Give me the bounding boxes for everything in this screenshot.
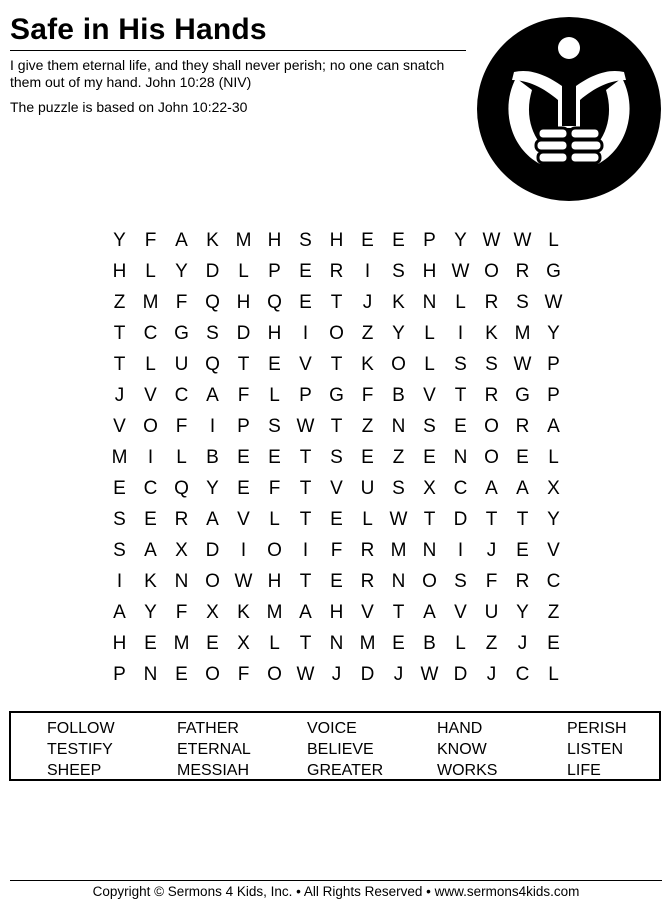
grid-letter[interactable]: F [330, 540, 343, 561]
grid-letter[interactable]: Y [454, 230, 467, 251]
grid-letter[interactable]: P [299, 385, 312, 406]
grid-letter[interactable]: L [548, 664, 559, 685]
grid-letter[interactable]: D [236, 323, 251, 344]
grid-letter[interactable]: W [451, 261, 470, 282]
grid-letter[interactable]: T [299, 478, 312, 499]
grid-letter[interactable]: L [455, 292, 466, 313]
grid-letter[interactable]: L [145, 261, 156, 282]
grid-letter[interactable]: F [175, 416, 188, 437]
grid-letter[interactable]: Y [144, 602, 157, 623]
grid-letter[interactable]: E [175, 664, 188, 685]
grid-letter[interactable]: Z [361, 416, 374, 437]
grid-letter[interactable]: S [485, 354, 498, 375]
grid-letter[interactable]: T [330, 354, 343, 375]
grid-letter[interactable]: X [237, 633, 250, 654]
grid-letter[interactable]: E [206, 633, 219, 654]
grid-letter[interactable]: L [548, 230, 559, 251]
grid-letter[interactable]: A [423, 602, 436, 623]
word-bank [9, 711, 661, 781]
grid-letter[interactable]: O [391, 354, 406, 375]
grid-letter[interactable]: O [484, 261, 499, 282]
word-list-item: LIFE [567, 762, 601, 779]
grid-letter[interactable]: Y [392, 323, 405, 344]
word-list-item: SHEEP [47, 762, 102, 779]
grid-letter[interactable]: M [111, 447, 128, 468]
grid-letter[interactable]: Q [205, 292, 220, 313]
word-list-item: WORKS [437, 762, 498, 779]
grid-letter[interactable]: I [209, 416, 216, 437]
grid-letter[interactable]: N [143, 664, 158, 685]
grid-letter[interactable]: T [113, 323, 126, 344]
grid-letter[interactable]: S [454, 571, 467, 592]
grid-letter[interactable]: S [268, 416, 281, 437]
grid-letter[interactable]: F [237, 385, 250, 406]
grid-letter[interactable]: H [329, 230, 344, 251]
grid-letter[interactable]: P [423, 230, 436, 251]
grid-letter[interactable]: I [116, 571, 123, 592]
grid-letter[interactable]: O [205, 571, 220, 592]
grid-letter[interactable]: V [454, 602, 467, 623]
grid-letter[interactable]: M [142, 292, 159, 313]
grid-letter[interactable]: Z [113, 292, 126, 313]
grid-letter[interactable]: Z [485, 633, 498, 654]
grid-letter[interactable]: V [237, 509, 250, 530]
grid-letter[interactable]: A [516, 478, 529, 499]
grid-letter[interactable]: S [454, 354, 467, 375]
grid-letter[interactable]: T [330, 416, 343, 437]
grid-letter[interactable]: Q [267, 292, 282, 313]
grid-letter[interactable]: A [485, 478, 498, 499]
grid-letter[interactable]: E [361, 230, 374, 251]
grid-letter[interactable]: P [113, 664, 126, 685]
grid-letter[interactable]: P [268, 261, 281, 282]
grid-letter[interactable]: S [392, 478, 405, 499]
grid-letter[interactable]: E [237, 447, 250, 468]
grid-letter[interactable]: R [174, 509, 189, 530]
grid-letter[interactable]: W [513, 354, 532, 375]
grid-letter[interactable]: G [174, 323, 189, 344]
grid-letter[interactable]: E [144, 633, 157, 654]
grid-letter[interactable]: Z [361, 323, 374, 344]
grid-letter[interactable]: G [515, 385, 530, 406]
grid-letter[interactable]: L [145, 354, 156, 375]
grid-letter[interactable]: R [360, 540, 375, 561]
grid-letter[interactable]: H [329, 602, 344, 623]
grid-letter[interactable]: C [453, 478, 468, 499]
grid-letter[interactable]: S [299, 230, 312, 251]
word-list-item: TESTIFY [47, 741, 113, 758]
grid-letter[interactable]: F [268, 478, 281, 499]
grid-letter[interactable]: X [206, 602, 219, 623]
grid-letter[interactable]: J [114, 385, 125, 406]
grid-letter[interactable]: U [484, 602, 499, 623]
grid-letter[interactable]: L [548, 447, 559, 468]
grid-letter[interactable]: A [144, 540, 157, 561]
grid-letter[interactable]: M [235, 230, 252, 251]
grid-letter[interactable]: H [112, 261, 127, 282]
grid-letter[interactable]: J [331, 664, 342, 685]
grid-letter[interactable]: W [296, 416, 315, 437]
grid-letter[interactable]: R [515, 261, 530, 282]
grid-letter[interactable]: A [175, 230, 188, 251]
based-on-note: The puzzle is based on John 10:22-30 [10, 99, 248, 115]
grid-letter[interactable]: L [455, 633, 466, 654]
grid-letter[interactable]: K [237, 602, 250, 623]
scripture-verse: I give them eternal life, and they shall never perish; no one can snatch them out of my hand. John 10:28 (NIV) [10, 57, 445, 90]
grid-letter[interactable]: C [143, 478, 158, 499]
grid-letter[interactable]: A [547, 416, 560, 437]
grid-letter[interactable]: E [144, 509, 157, 530]
grid-letter[interactable]: D [453, 509, 468, 530]
grid-letter[interactable]: N [391, 571, 406, 592]
grid-letter[interactable]: P [237, 416, 250, 437]
grid-letter[interactable]: C [143, 323, 158, 344]
grid-letter[interactable]: E [299, 292, 312, 313]
grid-letter[interactable]: E [361, 447, 374, 468]
grid-letter[interactable]: H [236, 292, 251, 313]
grid-letter[interactable]: U [174, 354, 189, 375]
grid-letter[interactable]: Y [547, 509, 560, 530]
grid-letter[interactable]: I [457, 323, 464, 344]
word-list-item: HAND [437, 720, 483, 737]
grid-letter[interactable]: Y [547, 323, 560, 344]
word-list-item: MESSIAH [177, 762, 250, 779]
grid-letter[interactable]: R [484, 385, 499, 406]
grid-letter[interactable]: K [361, 354, 374, 375]
grid-letter[interactable]: L [269, 633, 280, 654]
grid-letter[interactable]: W [234, 571, 253, 592]
word-list [47, 718, 647, 781]
grid-letter[interactable]: Y [175, 261, 188, 282]
grid-letter[interactable]: S [113, 509, 126, 530]
grid-letter[interactable]: L [176, 447, 187, 468]
grid-letter[interactable]: W [420, 664, 439, 685]
grid-letter[interactable]: O [329, 323, 344, 344]
grid-letter[interactable]: O [484, 447, 499, 468]
grid-letter[interactable]: E [113, 478, 126, 499]
grid-letter[interactable]: T [113, 354, 126, 375]
grid-letter[interactable]: S [330, 447, 343, 468]
grid-letter[interactable]: H [267, 230, 282, 251]
grid-letter[interactable]: K [144, 571, 157, 592]
grid-letter[interactable]: S [392, 261, 405, 282]
grid-letter[interactable]: P [547, 354, 560, 375]
grid-letter[interactable]: B [392, 385, 405, 406]
grid-letter[interactable]: H [267, 323, 282, 344]
grid-letter[interactable]: O [205, 664, 220, 685]
word-list-item: FOLLOW [47, 720, 115, 737]
grid-letter[interactable]: L [238, 261, 249, 282]
grid-letter[interactable]: E [392, 230, 405, 251]
grid-letter[interactable]: T [299, 447, 312, 468]
grid-letter[interactable]: W [389, 509, 408, 530]
grid-letter[interactable]: F [175, 292, 188, 313]
grid-letter[interactable]: M [266, 602, 283, 623]
grid-letter[interactable]: H [267, 571, 282, 592]
word-list-item: VOICE [307, 720, 357, 737]
grid-letter[interactable]: W [544, 292, 563, 313]
grid-letter[interactable]: Y [516, 602, 529, 623]
grid-letter[interactable]: L [269, 509, 280, 530]
grid-letter[interactable]: S [423, 416, 436, 437]
grid-letter[interactable]: B [423, 633, 436, 654]
hands-holding-child-logo-icon [476, 16, 662, 202]
word-list-item: ETERNAL [177, 741, 251, 758]
grid-letter[interactable]: A [299, 602, 312, 623]
grid-letter[interactable]: Q [174, 478, 189, 499]
grid-letter[interactable]: T [299, 509, 312, 530]
grid-letter[interactable]: M [390, 540, 407, 561]
grid-letter[interactable]: K [485, 323, 498, 344]
grid-letter[interactable]: I [302, 540, 309, 561]
grid-letter[interactable]: S [516, 292, 529, 313]
grid-letter[interactable]: E [547, 633, 560, 654]
title-divider [10, 50, 466, 51]
grid-letter[interactable]: F [361, 385, 374, 406]
word-list-item: GREATER [307, 762, 384, 779]
grid-letter[interactable]: T [516, 509, 529, 530]
grid-letter[interactable]: Y [206, 478, 219, 499]
grid-letter[interactable]: D [205, 261, 220, 282]
grid-letter[interactable]: D [205, 540, 220, 561]
grid-letter[interactable]: W [513, 230, 532, 251]
grid-letter[interactable]: M [514, 323, 531, 344]
grid-letter[interactable]: E [268, 447, 281, 468]
word-list-item: PERISH [567, 720, 627, 737]
grid-letter[interactable]: N [174, 571, 189, 592]
word-list-item: FATHER [177, 720, 239, 737]
grid-letter[interactable]: L [424, 354, 435, 375]
grid-letter[interactable]: J [393, 664, 404, 685]
grid-letter[interactable]: O [422, 571, 437, 592]
grid-letter[interactable]: T [454, 385, 467, 406]
word-search-grid[interactable] [104, 225, 569, 690]
grid-letter[interactable]: A [206, 385, 219, 406]
grid-letter[interactable]: T [299, 633, 312, 654]
grid-letter[interactable]: L [362, 509, 373, 530]
grid-letter[interactable]: E [268, 354, 281, 375]
grid-letter[interactable]: N [422, 540, 437, 561]
grid-letter[interactable]: E [330, 571, 343, 592]
footer-divider [10, 880, 662, 881]
grid-letter[interactable]: E [392, 633, 405, 654]
grid-letter[interactable]: A [206, 509, 219, 530]
grid-letter[interactable]: G [546, 261, 561, 282]
grid-letter[interactable]: T [392, 602, 405, 623]
grid-letter[interactable]: I [457, 540, 464, 561]
grid-letter[interactable]: V [330, 478, 343, 499]
grid-letter[interactable]: C [515, 664, 530, 685]
grid-letter[interactable]: D [453, 664, 468, 685]
grid-letter[interactable]: E [454, 416, 467, 437]
grid-letter[interactable]: N [422, 292, 437, 313]
grid-letter[interactable]: T [237, 354, 250, 375]
grid-letter[interactable]: Z [547, 602, 560, 623]
word-list-item: KNOW [437, 741, 487, 758]
grid-letter[interactable]: E [330, 509, 343, 530]
grid-letter[interactable]: M [173, 633, 190, 654]
grid-letter[interactable]: Q [205, 354, 220, 375]
grid-letter[interactable]: J [362, 292, 373, 313]
grid-letter[interactable]: E [299, 261, 312, 282]
grid-letter[interactable]: H [112, 633, 127, 654]
word-list-item: LISTEN [567, 741, 624, 758]
grid-letter[interactable]: Y [113, 230, 126, 251]
grid-letter[interactable]: J [486, 540, 497, 561]
grid-letter[interactable]: V [547, 540, 560, 561]
grid-letter[interactable]: L [424, 323, 435, 344]
grid-letter[interactable]: I [302, 323, 309, 344]
grid-letter[interactable]: V [144, 385, 157, 406]
grid-letter[interactable]: F [237, 664, 250, 685]
grid-letter[interactable]: R [360, 571, 375, 592]
grid-letter[interactable]: K [206, 230, 219, 251]
grid-letter[interactable]: J [517, 633, 528, 654]
grid-letter[interactable]: K [392, 292, 405, 313]
grid-letter[interactable]: S [206, 323, 219, 344]
grid-letter[interactable]: O [143, 416, 158, 437]
page-title: Safe in His Hands [10, 13, 267, 46]
grid-letter[interactable]: E [516, 540, 529, 561]
grid-letter[interactable]: N [329, 633, 344, 654]
grid-letter[interactable]: T [423, 509, 436, 530]
grid-letter[interactable]: V [361, 602, 374, 623]
grid-letter[interactable]: B [206, 447, 219, 468]
word-list-item: BELIEVE [307, 741, 374, 758]
grid-letter[interactable]: H [422, 261, 437, 282]
grid-letter[interactable]: I [364, 261, 371, 282]
grid-letter[interactable]: V [113, 416, 126, 437]
grid-letter[interactable]: N [391, 416, 406, 437]
grid-letter[interactable]: F [175, 602, 188, 623]
grid-letter[interactable]: Z [392, 447, 405, 468]
grid-letter[interactable]: T [299, 571, 312, 592]
grid-letter[interactable]: P [547, 385, 560, 406]
grid-letter[interactable]: O [267, 664, 282, 685]
grid-letter[interactable]: F [144, 230, 157, 251]
grid-letter[interactable]: R [484, 292, 499, 313]
grid-letter[interactable]: X [547, 478, 560, 499]
grid-letter[interactable]: E [423, 447, 436, 468]
grid-letter[interactable]: F [485, 571, 498, 592]
grid-letter[interactable]: I [147, 447, 154, 468]
grid-letter[interactable]: V [423, 385, 436, 406]
grid-letter[interactable]: M [359, 633, 376, 654]
grid-letter[interactable]: N [453, 447, 468, 468]
grid-letter[interactable]: G [329, 385, 344, 406]
grid-letter[interactable]: R [515, 416, 530, 437]
grid-letter[interactable]: C [546, 571, 561, 592]
grid-letter[interactable]: E [237, 478, 250, 499]
grid-letter[interactable]: O [484, 416, 499, 437]
grid-letter[interactable]: X [175, 540, 188, 561]
grid-letter[interactable]: W [296, 664, 315, 685]
grid-letter[interactable]: A [113, 602, 126, 623]
copyright-footer: Copyright © Sermons 4 Kids, Inc. • All Rights Reserved • www.sermons4kids.com [92, 884, 580, 899]
grid-letter[interactable]: R [515, 571, 530, 592]
grid-letter[interactable]: D [360, 664, 375, 685]
grid-letter[interactable]: C [174, 385, 189, 406]
grid-letter[interactable]: E [516, 447, 529, 468]
grid-letter[interactable]: X [423, 478, 436, 499]
grid-letter[interactable]: V [299, 354, 312, 375]
grid-letter[interactable]: T [330, 292, 343, 313]
grid-letter[interactable]: R [329, 261, 344, 282]
grid-letter[interactable]: L [269, 385, 280, 406]
grid-letter[interactable]: O [267, 540, 282, 561]
grid-letter[interactable]: S [113, 540, 126, 561]
grid-letter[interactable]: J [486, 664, 497, 685]
grid-letter[interactable]: T [485, 509, 498, 530]
grid-letter[interactable]: I [240, 540, 247, 561]
grid-letter[interactable]: U [360, 478, 375, 499]
grid-letter[interactable]: W [482, 230, 501, 251]
